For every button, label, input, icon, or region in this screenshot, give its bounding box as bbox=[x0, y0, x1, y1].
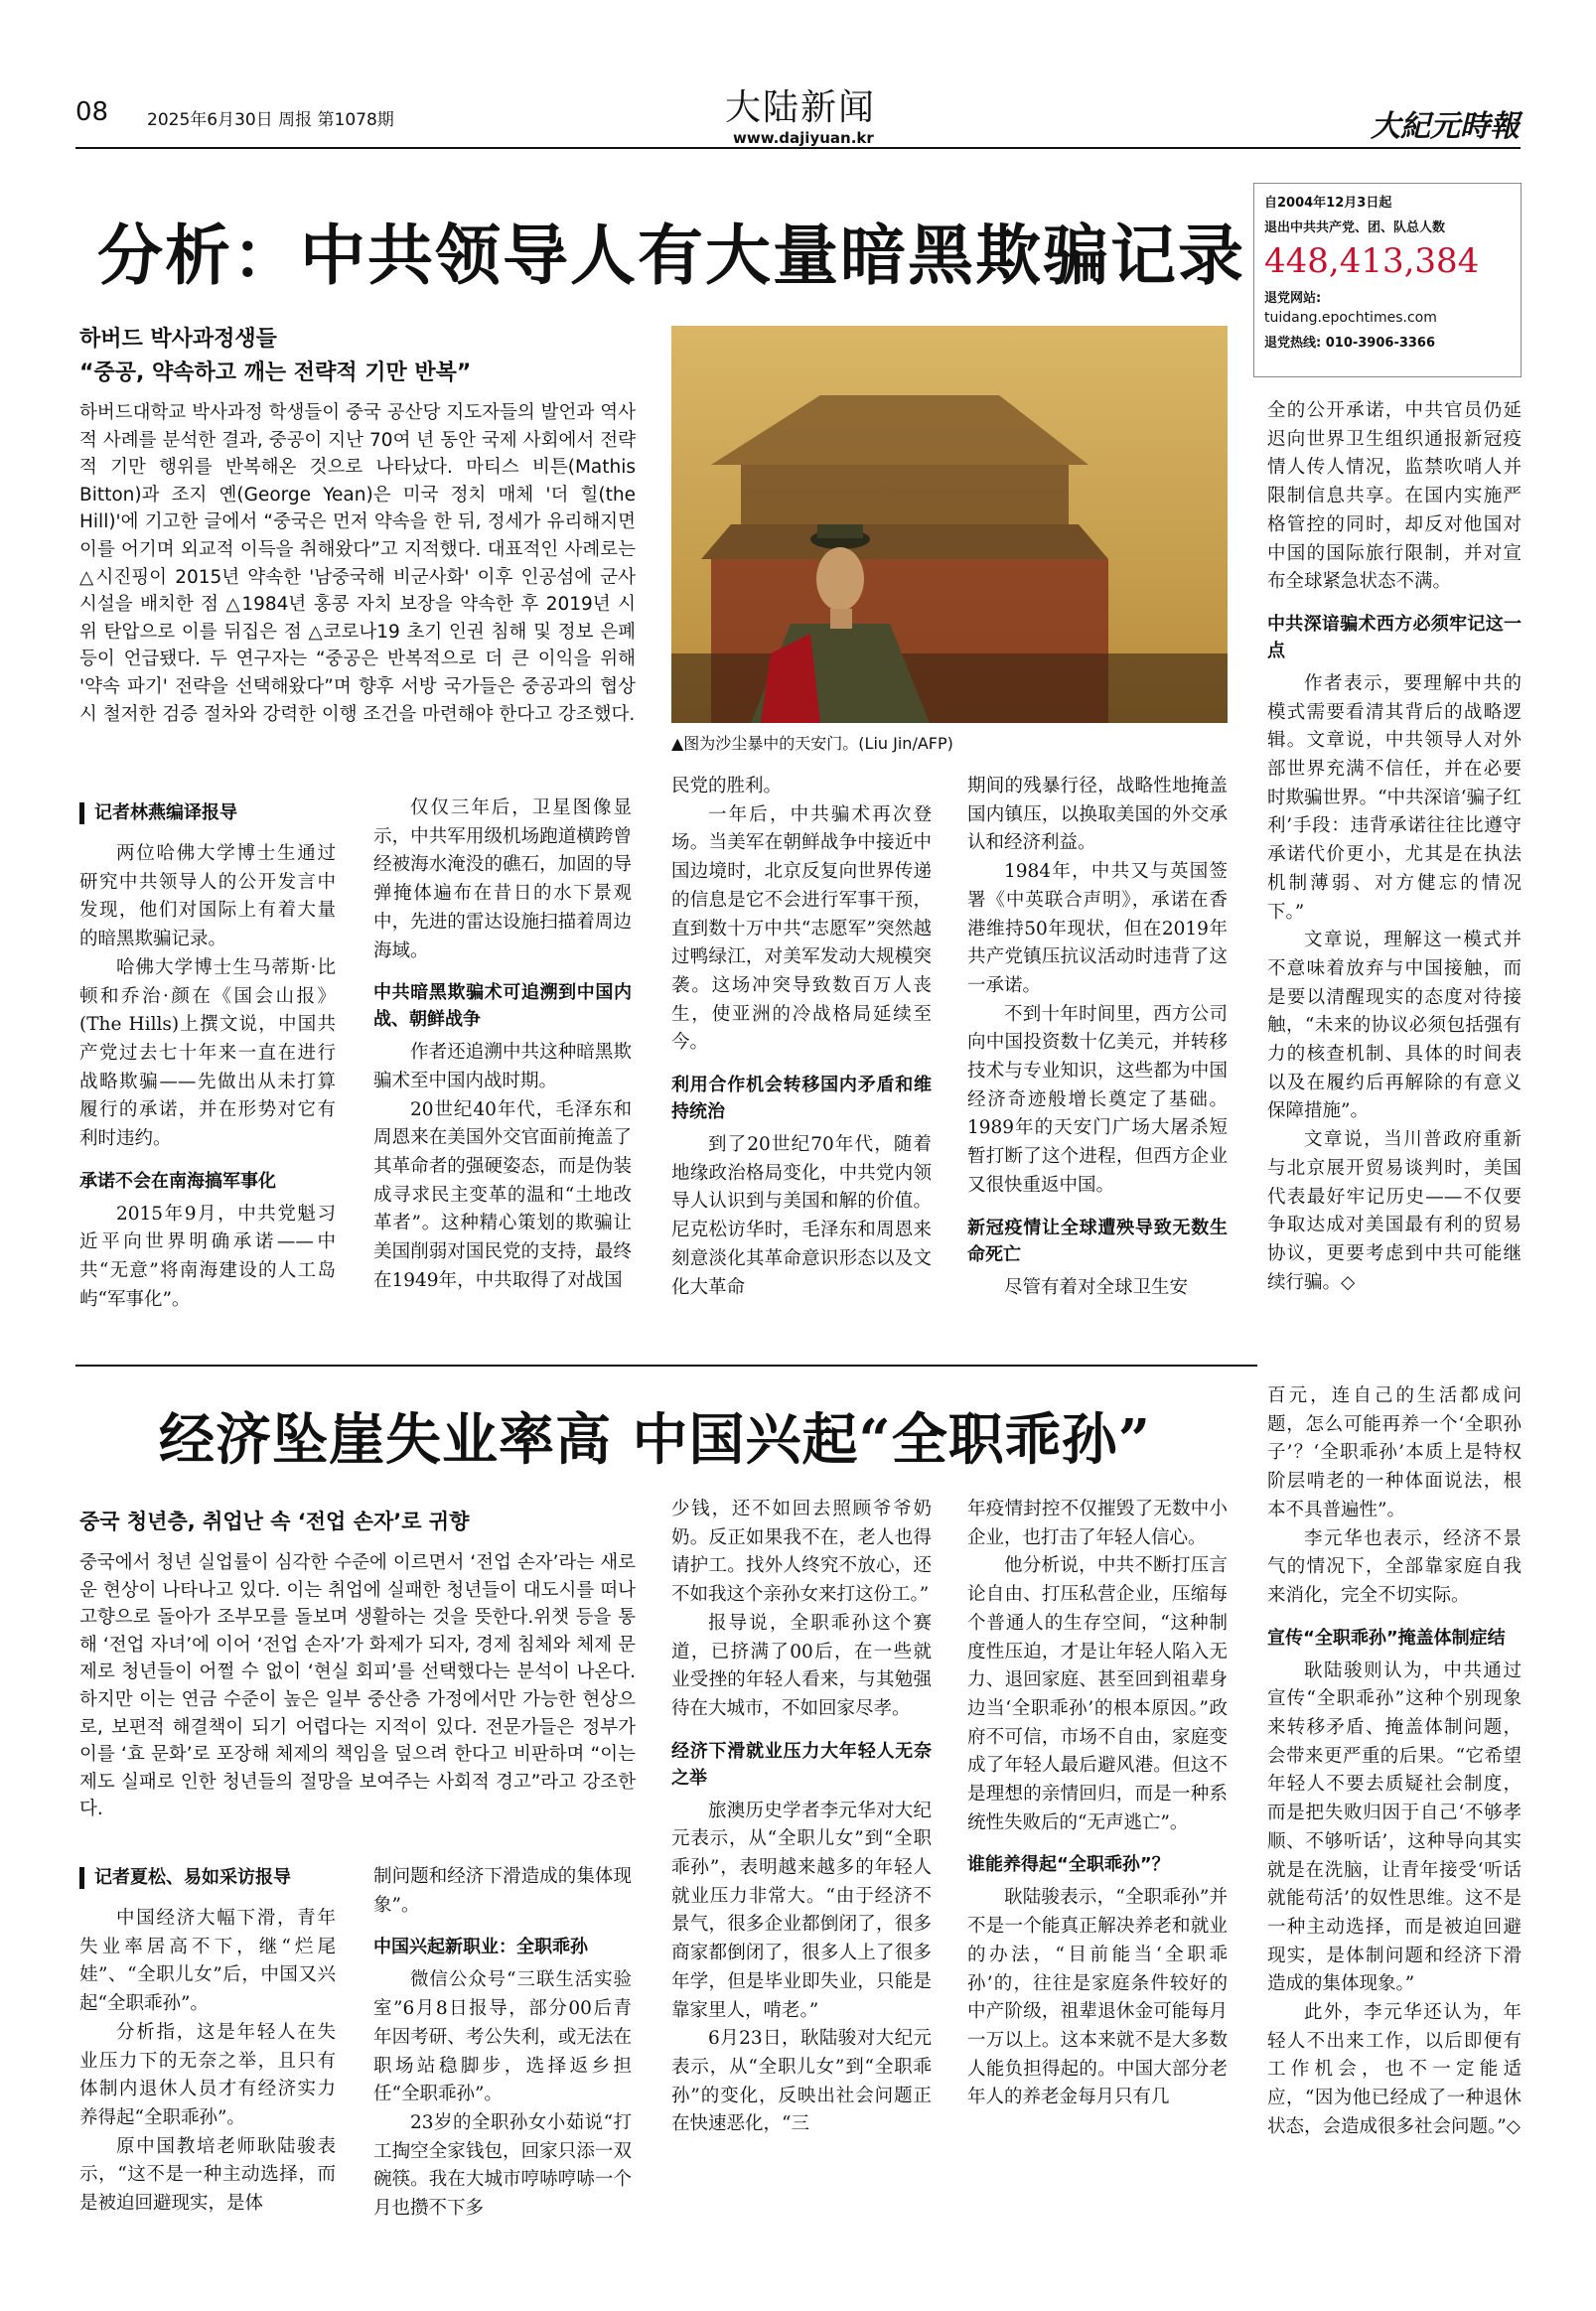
paragraph: 6月23日，耿陆骏对大纪元表示，从“全职儿女”到“全职乖孙”的变化，反映出社会问题正在快速恶化，“三 bbox=[671, 2028, 932, 2135]
article1-column-5 bbox=[1267, 397, 1522, 1339]
article2-column-1 bbox=[79, 1867, 336, 2284]
paragraph: 少钱，还不如回去照顾爷爷奶奶。反正如果我不在，老人也得请护工。找外人终究不放心，还不如我这个亲孙女来打这份工。” bbox=[671, 1499, 932, 1606]
subhead: 利用合作机会转移国内矛盾和维持统治 bbox=[671, 1075, 932, 1123]
paragraph: 尽管有着对全球卫生安 bbox=[1004, 1276, 1189, 1298]
byline-1: 记者林燕编译报导 bbox=[79, 802, 336, 824]
quit-party-box bbox=[1253, 183, 1522, 377]
quit-desc: 退出中共共产党、团、队总人数 bbox=[1264, 220, 1446, 235]
article1-column-4 bbox=[967, 773, 1228, 1339]
quit-hotline: 退党热线: 010-3906-3366 bbox=[1264, 336, 1436, 351]
ko-subtitle-3: 중국 청년층, 취업난 속 ‘전업 손자’로 귀향 bbox=[79, 1510, 470, 1533]
subhead: 谁能养得起“全职乖孙”？ bbox=[967, 1854, 1170, 1876]
ko-summary-2: 중국에서 청년 실업률이 심각한 수준에 이르면서 ‘전업 손자’라는 새로운 현상이 나타나고 있다. 이는 취업에 실패한 청년들이 대도시를 떠나 고향으로 돌아가 조부모를 돌보며 생활하는 것을 뜻한다.위챗 등을 통해 ‘전업 자녀’에 이어 ‘전업 손자’가 화제가 되자, 경제 침체와 체제 문제로 청년들이 어쩔 수 없이 ‘현실 회피’를 선택했다는 분석이 나온다. 하지만 이는 연금 수준이 높은 일부 중산층 가정에서만 가능한 현상으로, 보편적 해결책이 되기 어렵다는 지적이 있다. 전문가들은 정부가 이를 ‘효 문화’로 포장해 체제의 책임을 덮으려 한다고 비판하며 “이는 제도 실패로 인한 청년들의 절망을 보여주는 사회적 경고”라고 강조한다. bbox=[79, 1552, 636, 1820]
paragraph: 哈佛大学博士生马蒂斯·比顿和乔治·颜在《国会山报》(The Hills)上撰文说，中国共产党过去七十年来一直在进行战略欺骗——先做出从未打算履行的承诺，并在形势对它有利时违约。 bbox=[79, 956, 336, 1150]
paragraph: 作者表示，要理解中共的模式需要看清其背后的战略逻辑。文章说，中共领导人对外部世界充满不信任，并在必要时欺骗世界。“中共深谙‘骗子红利’手段：违背承诺往往比遵守承诺代价更小，尤其是在执法机制薄弱、对方健忘的情况下。” bbox=[1267, 672, 1522, 923]
paragraph: 23岁的全职孙女小茹说“打工掏空全家钱包，回家只添一双碗筷。我在大城市哼哧哼哧一个月也攒不下多 bbox=[373, 2111, 632, 2220]
ko-subtitle-2: “중공, 약속하고 깨는 전략적 기만 반복” bbox=[79, 361, 472, 385]
paragraph: 到了20世纪70年代，随着地缘政治格局变化，中共党内领导人认识到与美国和解的价值。尼克松访华时，毛泽东和周恩来刻意淡化其革命意识形态以及文化大革命 bbox=[671, 1134, 932, 1298]
paragraph: 微信公众号“三联生活实验室”6月8日报导，部分00后青年因考研、考公失利，或无法在职场站稳脚步，选择返乡担任“全职乖孙”。 bbox=[373, 1969, 632, 2105]
newspaper-logo: 大紀元時報 bbox=[1371, 109, 1520, 144]
quit-since: 自2004年12月3日起 bbox=[1264, 196, 1392, 211]
paragraph: 李元华也表示，经济不景气的情况下，全部靠家庭自我来消化，完全不切实际。 bbox=[1267, 1527, 1522, 1606]
paragraph: 年疫情封控不仅摧毁了无数中小企业，也打击了年轻人信心。 bbox=[967, 1499, 1228, 1548]
quit-count: 448,413,384 bbox=[1264, 241, 1480, 281]
subhead: 承诺不会在南海搞军事化 bbox=[79, 1170, 276, 1192]
headline-2: 经济坠崖失业率高 中国兴起“全职乖孙” bbox=[159, 1407, 1151, 1473]
photo-illustration bbox=[671, 326, 1228, 723]
paragraph: 仅仅三年后，卫星图像显示，中共军用级机场跑道横跨曾经被海水淹没的礁石，加固的导弹掩体遍布在昔日的水下景观中，先进的雷达设施扫描着周边海域。 bbox=[373, 797, 632, 961]
issue-date: 2025年6月30日 周报 第1078期 bbox=[147, 110, 394, 130]
header-rule bbox=[75, 147, 1521, 149]
subhead: 中共暗黑欺骗术可追溯到中国内战、朝鲜战争 bbox=[373, 982, 632, 1031]
subhead: 经济下滑就业压力大年轻人无奈之举 bbox=[671, 1740, 932, 1789]
paragraph: 不到十年时间里，西方公司向中国投资数十亿美元，并转移技术与专业知识，这些都为中国经济奇迹般增长奠定了基础。1989年的天安门广场大屠杀短暂打断了这个进程，但西方企业又很快重返中国。 bbox=[967, 1003, 1228, 1196]
paragraph: 作者还追溯中共这种暗黑欺骗术至中国内战时期。 bbox=[373, 1042, 632, 1091]
paragraph: 2015年9月，中共党魁习近平向世界明确承诺——中共“无意”将南海建设的人工岛屿“军事化”。 bbox=[79, 1203, 336, 1310]
article2-column-5 bbox=[1267, 1382, 1522, 2284]
paragraph: 中国经济大幅下滑，青年失业率居高不下，继“烂尾娃”、“全职儿女”后，中国又兴起“全职乖孙”。 bbox=[79, 1908, 336, 2015]
paragraph: 此外，李元华还认为，年轻人不出来工作，以后即便有工作机会，也不一定能适应，“因为他已经成了一种退休状态，会造成很多社会问题。”◇ bbox=[1267, 2002, 1522, 2137]
paragraph: 旅澳历史学者李元华对大纪元表示，从“全职儿女”到“全职乖孙”，表明越来越多的年轻人就业压力非常大。“由于经济不景气，很多企业都倒闭了，很多商家都倒闭了，很多人上了很多年学，但是毕业即失业，只能是靠家里人，啃老。” bbox=[671, 1800, 932, 2021]
paragraph: 民党的胜利。 bbox=[671, 776, 783, 796]
quit-site-label: 退党网站: bbox=[1264, 291, 1322, 306]
headline-1: 分析：中共领导人有大量暗黑欺骗记录 bbox=[97, 217, 1245, 294]
paragraph: 他分析说，中共不断打压言论自由、打压私营企业，压缩每个普通人的生存空间，“这种制度性压迫，才是让年轻人陷入无力、退回家庭、甚至回到祖辈身边当‘全职乖孙’的根本原因。”政府不可信，市场不自由，家庭变成了年轻人最后避风港。但这不是理想的亲情回归，而是一种系统性失败后的“无声逃亡”。 bbox=[967, 1555, 1228, 1833]
paragraph: 报导说，全职乖孙这个赛道，已挤满了00后，在一些就业受挫的年轻人看来，与其勉强待在大城市，不如回家尽孝。 bbox=[671, 1612, 932, 1719]
paragraph: 制问题和经济下滑造成的集体现象”。 bbox=[373, 1866, 632, 1916]
paragraph: 原中国教培老师耿陆骏表示，“这不是一种主动选择，而是被迫回避现实，是体 bbox=[79, 2135, 336, 2215]
subhead: 宣传“全职乖孙”掩盖体制症结 bbox=[1267, 1627, 1506, 1649]
subhead: 中共深谙骗术西方必须牢记这一点 bbox=[1267, 613, 1522, 661]
paragraph: 百元，连自己的生活都成问题，怎么可能再养一个‘全职孙子’？‘全职乖孙’本质上是特权阶层啃老的一种体面说法，根本不具普遍性”。 bbox=[1267, 1385, 1522, 1520]
byline-2: 记者夏松、易如采访报导 bbox=[79, 1867, 336, 1889]
paragraph: 耿陆骏表示，“全职乖孙”并不是一个能真正解决养老和就业的办法，“目前能当‘全职乖孙’的，往往是家庭条件较好的中产阶级，祖辈退休金可能每月一万以上。这本来就不是大多数人能负担得起的。中国大部分老年人的养老金每月只有几 bbox=[967, 1887, 1228, 2108]
subhead: 中国兴起新职业：全职乖孙 bbox=[373, 1937, 588, 1958]
site-url: www.dajiyuan.kr bbox=[733, 129, 874, 147]
paragraph: 20世纪40年代，毛泽东和周恩来在美国外交官面前掩盖了其革命者的强硬姿态，而是伪装成寻求民主变革的温和“土地改革者”。这种精心策划的欺骗让美国削弱对国民党的支持，最终在1949年，中共取得了对战国 bbox=[373, 1098, 632, 1291]
paragraph: 文章说，当川普政府重新与北京展开贸易谈判时，美国代表最好牢记历史——不仅要争取达成对美国最有利的贸易协议，更要考虑到中共可能继续行骗。◇ bbox=[1267, 1129, 1522, 1293]
article1-column-3 bbox=[671, 773, 932, 1339]
paragraph: 期间的残暴行径，战略性地掩盖国内镇压，以换取美国的外交承认和经济利益。 bbox=[967, 776, 1228, 854]
quit-site[interactable]: tuidang.epochtimes.com bbox=[1264, 310, 1437, 326]
ko-subtitle-1: 하버드 박사과정생들 bbox=[79, 327, 277, 352]
page-number: 08 bbox=[75, 97, 109, 127]
tiananmen-photo bbox=[671, 326, 1228, 723]
ko-summary-1: 하버드대학교 박사과정 학생들이 중국 공산당 지도자들의 발언과 역사적 사례를 분석한 결과, 중공이 지난 70여 년 동안 국제 사회에서 전략적 기만 행위를 반복해온 것으로 나타났다. 마티스 비튼(Mathis Bitton)과 조지 옌(George Yean)은 미국 정치 매체 '더 힐(the Hill)'에 기고한 글에서 “중국은 먼저 약속을 한 뒤, 정세가 유리해지면 이를 어기며 외교적 이득을 취해왔다”고 지적했다. 대표적인 사례로는 △시진핑이 2015년 약속한 '남중국해 비군사화' 이후 인공섬에 군사 시설을 배치한 점 △1984년 홍콩 자치 보장을 약속한 후 2019년 시위 탄압으로 이를 뒤집은 점 △코로나19 초기 인권 침해 및 정보 은폐 등이 언급됐다. 두 연구자는 “중공은 반복적으로 더 큰 이익을 위해 '약속 파기' 전략을 선택해왔다”며 향후 서방 국가들은 중공과의 협상 시 철저한 검증 절차와 강력한 이행 조건을 마련해야 한다고 강조했다. bbox=[79, 402, 636, 725]
paragraph: 全的公开承诺，中共官员仍延迟向世界卫生组织通报新冠疫情人传人情况，监禁吹哨人并限制信息共享。在国内实施严格管控的同时，却反对他国对中国的国际旅行限制，并对宣布全球紧急状态不满。 bbox=[1267, 400, 1522, 593]
paragraph: 耿陆骏则认为，中共通过宣传“全职乖孙”这种个别现象来转移矛盾、掩盖体制问题，会带来更严重的后果。“它希望年轻人不要去质疑社会制度，而是把失败归因于自己‘不够孝顺、不够听话’，这种导向其实就是在洗脑，让青年接受‘听话就能苟活’的奴性思维。这不是一种主动选择，而是被迫回避现实，是体制问题和经济下滑造成的集体现象。” bbox=[1267, 1660, 1522, 1995]
paragraph: 两位哈佛大学博士生通过研究中共领导人的公开发言中发现，他们对国际上有着大量的暗黑欺骗记录。 bbox=[79, 843, 336, 950]
article2-column-4 bbox=[967, 1496, 1228, 2284]
article2-column-3 bbox=[671, 1496, 932, 2284]
section-title: 大陆新闻 bbox=[725, 87, 877, 128]
subhead: 新冠疫情让全球遭殃导致无数生命死亡 bbox=[967, 1217, 1228, 1265]
paragraph: 1984年，中共又与英国签署《中英联合声明》，承诺在香港维持50年现状，但在2019年共产党镇压抗议活动时违背了这一承诺。 bbox=[967, 861, 1228, 996]
article1-column-1 bbox=[79, 802, 336, 1339]
paragraph: 分析指，这是年轻人在失业压力下的无奈之举，且只有体制内退休人员才有经济实力养得起“全职乖孙”。 bbox=[79, 2021, 336, 2128]
paragraph: 文章说，理解这一模式并不意味着放弃与中国接触，而是要以清醒现实的态度对待接触，“未来的协议必须包括强有力的核查机制、具体的时间表以及在履约后再解除的有意义保障措施”。 bbox=[1267, 930, 1522, 1122]
photo-caption: ▲图为沙尘暴中的天安门。(Liu Jin/AFP) bbox=[671, 734, 953, 753]
paragraph: 一年后，中共骗术再次登场。当美军在朝鲜战争中接近中国边境时，北京反复向世界传递的信息是它不会进行军事干预，直到数十万中共“志愿军”突然越过鸭绿江，对美军发动大规模突袭。这场冲突导致数百万人丧生，使亚洲的冷战格局延续至今。 bbox=[671, 803, 932, 1054]
article1-column-2 bbox=[373, 794, 632, 1339]
article2-column-2 bbox=[373, 1863, 632, 2284]
article-divider bbox=[75, 1365, 1257, 1367]
